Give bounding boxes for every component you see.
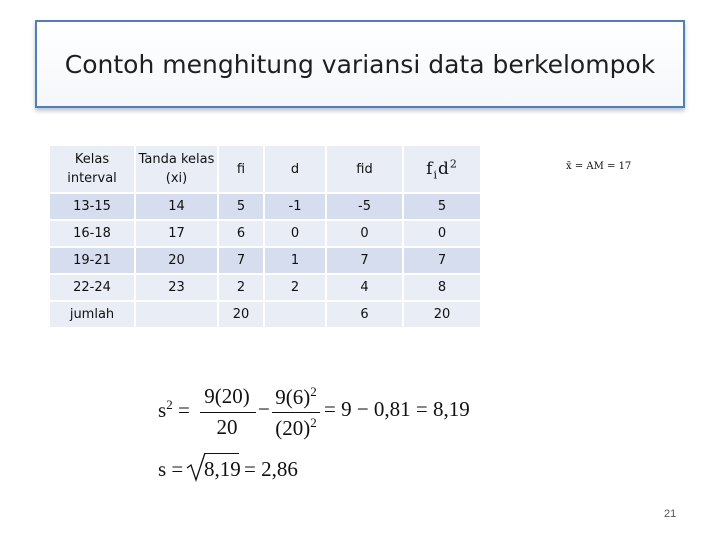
total-fi: 20 — [219, 302, 263, 327]
term2-numerator: $9(6)^2$ — [275, 384, 317, 409]
variance-lhs: $s^2$ = — [158, 397, 190, 422]
cell: 0 — [404, 221, 480, 246]
header-fi: fi — [219, 146, 263, 192]
total-fid2: 20 — [404, 302, 480, 327]
mean-note — [566, 161, 631, 172]
cell: -1 — [265, 194, 325, 219]
cell: 0 — [327, 221, 402, 246]
cell: 19-21 — [50, 248, 134, 273]
cell: 7 — [404, 248, 480, 273]
cell: 22-24 — [50, 275, 134, 300]
cell: 23 — [136, 275, 217, 300]
cell — [136, 302, 217, 327]
cell: 4 — [327, 275, 402, 300]
header-fid2: $f_id^2$ — [404, 146, 480, 192]
table-row — [50, 275, 480, 300]
variance-result: = 9 − 0,81 = 8,19 — [324, 397, 470, 421]
table-row — [50, 194, 480, 219]
cell: 1 — [265, 248, 325, 273]
fraction-bar — [272, 412, 320, 413]
title-box — [35, 20, 685, 108]
page-number: 21 — [664, 508, 677, 520]
header-fid: fid — [327, 146, 402, 192]
sqrt-icon — [186, 451, 206, 483]
cell: 8 — [404, 275, 480, 300]
cell: 2 — [219, 275, 263, 300]
header-d: d — [265, 146, 325, 192]
header-kelas-interval: Kelas interval — [50, 146, 134, 192]
frequency-table — [48, 144, 482, 329]
term2-denominator: $(20)^2$ — [275, 415, 317, 440]
cell: 17 — [136, 221, 217, 246]
cell: 6 — [219, 221, 263, 246]
sd-radicand: 8,19 — [204, 457, 241, 481]
total-fid: 6 — [327, 302, 402, 327]
term1-numerator: 9(20) — [204, 384, 250, 408]
cell — [265, 302, 325, 327]
cell: 5 — [219, 194, 263, 219]
total-label: jumlah — [50, 302, 134, 327]
cell: 14 — [136, 194, 217, 219]
cell: 13-15 — [50, 194, 134, 219]
minus-sign: − — [258, 397, 270, 421]
cell: 5 — [404, 194, 480, 219]
table-row — [50, 221, 480, 246]
table-total-row — [50, 302, 480, 327]
header-tanda-kelas: Tanda kelas (xi) — [136, 146, 217, 192]
cell: 7 — [327, 248, 402, 273]
cell: -5 — [327, 194, 402, 219]
cell: 7 — [219, 248, 263, 273]
cell: 2 — [265, 275, 325, 300]
term1-denominator: 20 — [216, 415, 238, 439]
table-row — [50, 248, 480, 273]
sd-result: = 2,86 — [244, 457, 298, 481]
fraction-bar — [200, 412, 256, 413]
table-header-row — [50, 146, 480, 192]
slide-title: Contoh menghitung variansi data berkelompok — [64, 49, 656, 79]
sqrt-bar — [205, 453, 239, 454]
sd-lhs: s = — [158, 457, 184, 481]
mean-note-text: x̄ = AM = 17 — [566, 161, 632, 172]
cell: 16-18 — [50, 221, 134, 246]
cell: 20 — [136, 248, 217, 273]
cell: 0 — [265, 221, 325, 246]
